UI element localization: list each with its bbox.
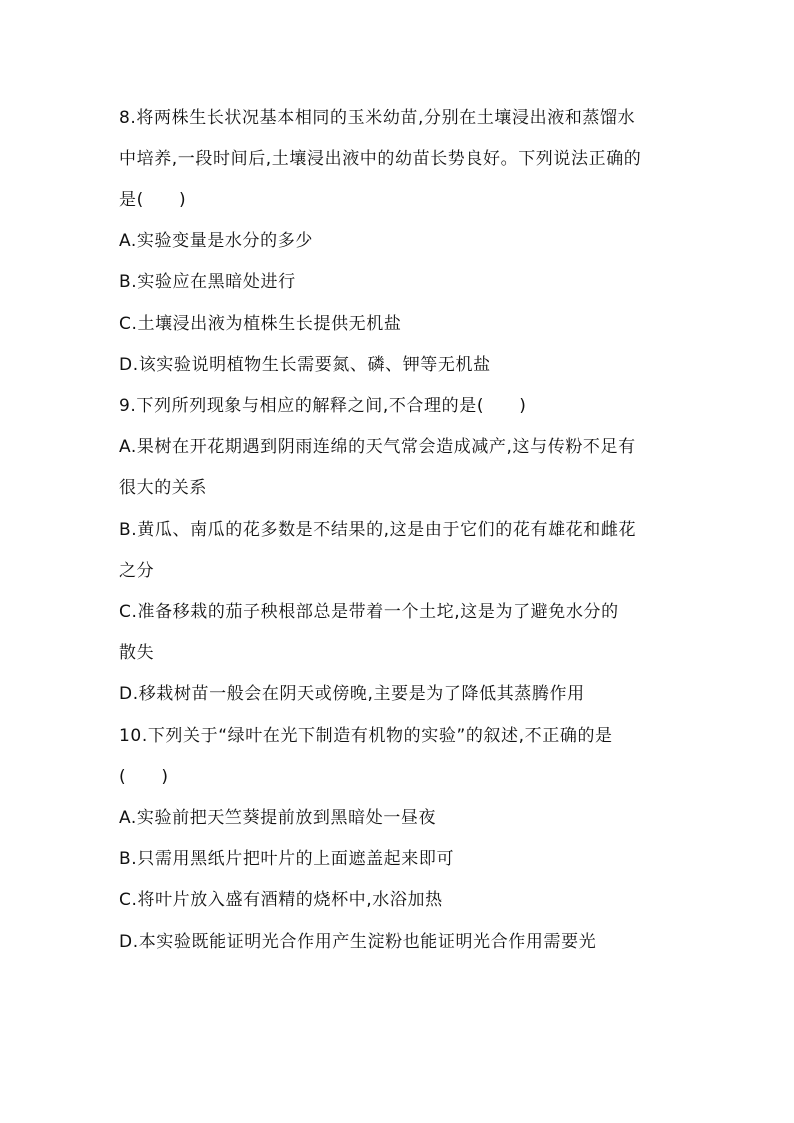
question-8-option-c: C.土壤浸出液为植株生长提供无机盐 [119,314,402,334]
question-10-option-c: C.将叶片放入盛有酒精的烧杯中,水浴加热 [119,890,443,910]
question-9-option-c-line-2: 散失 [119,643,155,663]
question-10-stem-line-2: ( ) [119,767,169,787]
question-10-option-b: B.只需用黑纸片把叶片的上面遮盖起来即可 [119,849,455,869]
question-9-option-b-line-2: 之分 [119,561,155,581]
question-10-option-d: D.本实验既能证明光合作用产生淀粉也能证明光合作用需要光 [119,932,597,952]
question-10-stem-line-1: 10.下列关于“绿叶在光下制造有机物的实验”的叙述,不正确的是 [119,726,613,746]
question-9-stem-line-1: 9.下列所列现象与相应的解释之间,不合理的是( ) [119,396,527,416]
question-8-option-a: A.实验变量是水分的多少 [119,231,313,251]
question-8-option-b: B.实验应在黑暗处进行 [119,272,296,292]
question-8-stem-line-2: 中培养,一段时间后,土壤浸出液中的幼苗长势良好。下列说法正确的 [119,149,642,169]
question-9-option-a-line-2: 很大的关系 [119,478,207,498]
question-9-option-c-line-1: C.准备移栽的茄子秧根部总是带着一个土坨,这是为了避免水分的 [119,602,619,622]
question-9-option-a-line-1: A.果树在开花期遇到阴雨连绵的天气常会造成减产,这与传粉不足有 [119,437,636,457]
question-9-option-b-line-1: B.黄瓜、南瓜的花多数是不结果的,这是由于它们的花有雄花和雌花 [119,520,637,540]
question-8-stem-line-1: 8.将两株生长状况基本相同的玉米幼苗,分别在土壤浸出液和蒸馏水 [119,108,636,128]
question-8-stem-line-3: 是( ) [119,190,187,210]
question-8-option-d: D.该实验说明植物生长需要氮、磷、钾等无机盐 [119,355,491,375]
question-9-option-d: D.移栽树苗一般会在阴天或傍晚,主要是为了降低其蒸腾作用 [119,684,585,704]
question-10-option-a: A.实验前把天竺葵提前放到黑暗处一昼夜 [119,808,437,828]
